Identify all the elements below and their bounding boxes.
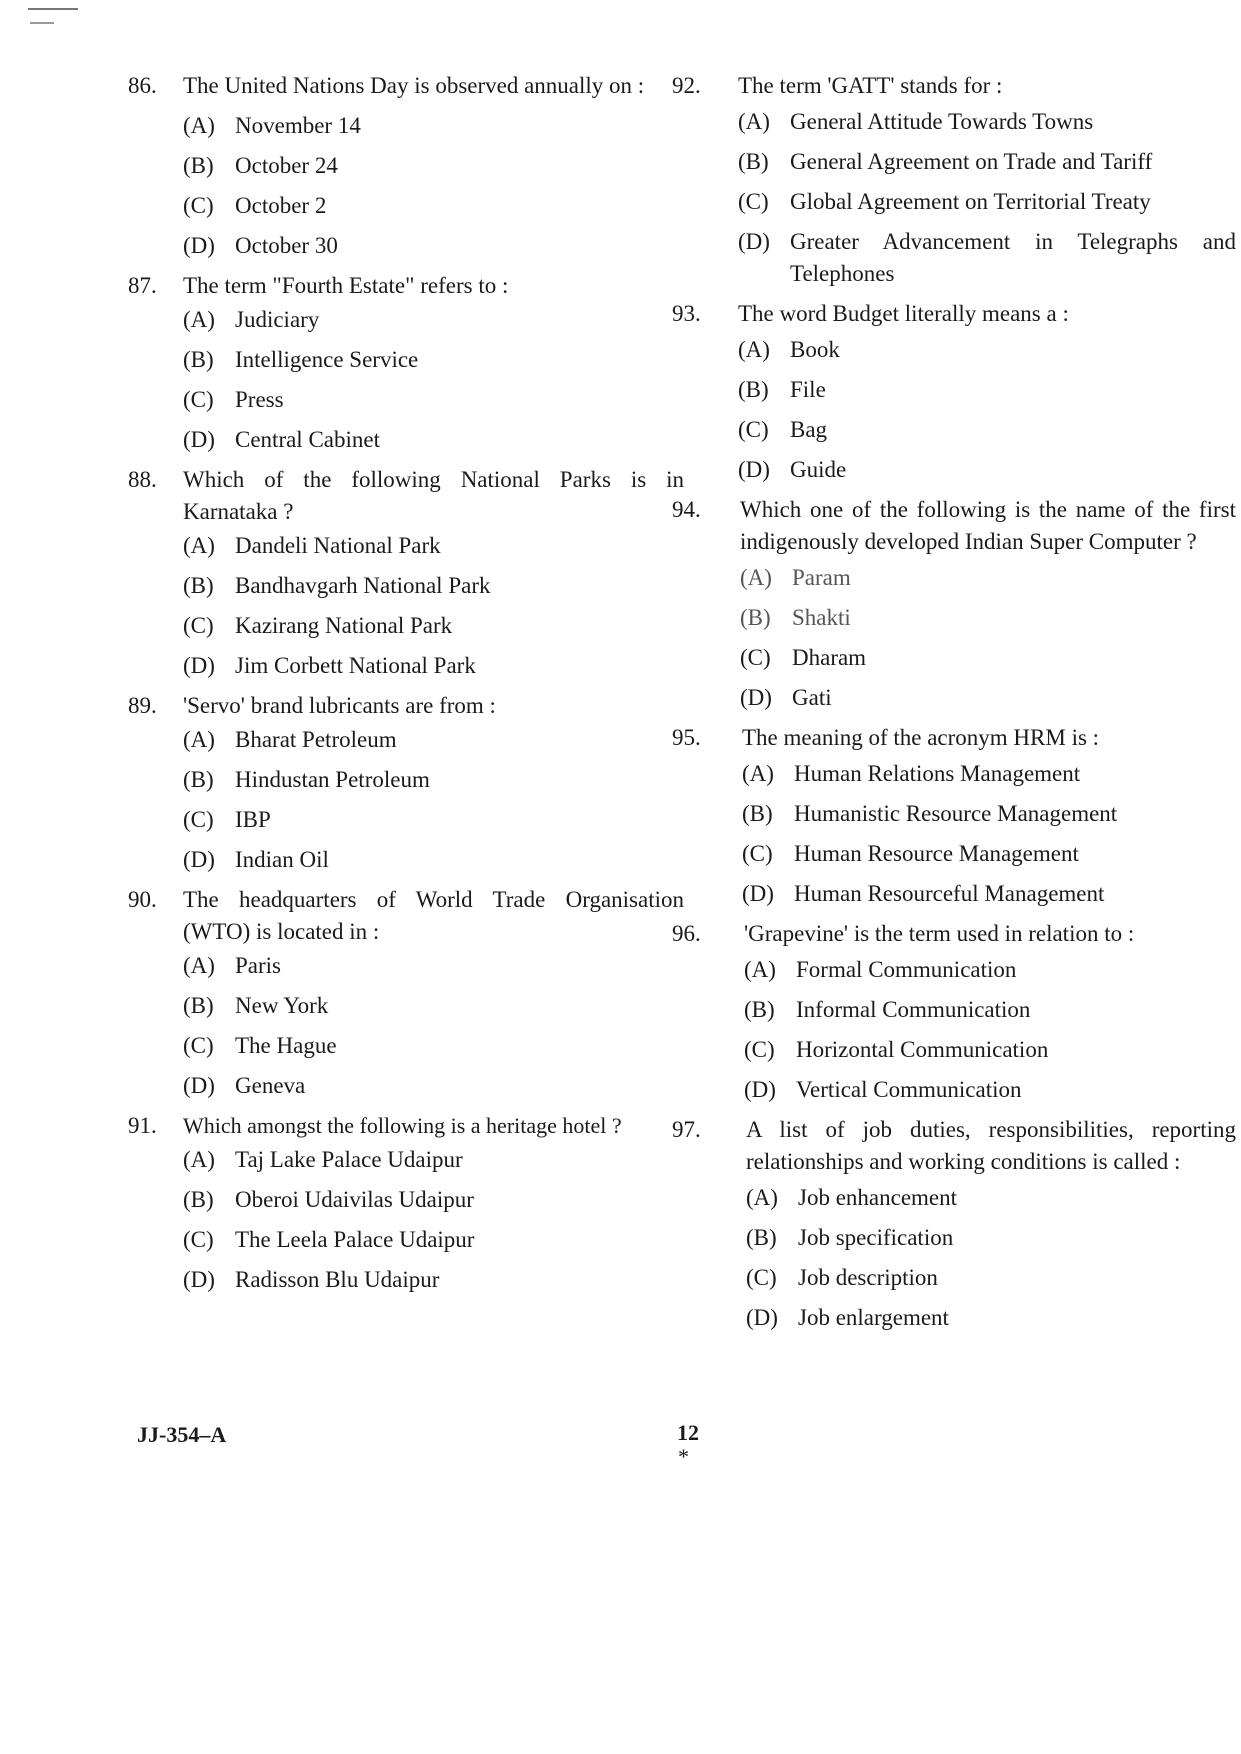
option-b [738, 374, 1236, 414]
question-95 [672, 722, 1236, 918]
option-label: (D) [183, 427, 215, 452]
option-label: (D) [183, 847, 215, 872]
option-b [183, 990, 684, 1030]
option-text: October 30 [235, 233, 338, 258]
option-label: (C) [183, 613, 214, 638]
option-text: Human Relations Management [794, 761, 1081, 786]
option-label: (A) [183, 953, 215, 978]
option-a [746, 1182, 1236, 1222]
option-text: November 14 [235, 113, 361, 138]
option-a [744, 954, 1236, 994]
option-list [183, 950, 684, 1110]
question-88 [128, 464, 684, 690]
option-label: (C) [183, 807, 214, 832]
question-text: The term "Fourth Estate" refers to : [183, 273, 509, 298]
question-number: 86. [128, 73, 157, 98]
scan-artifact-line [28, 8, 78, 10]
option-c [183, 804, 684, 844]
option-label: (A) [742, 761, 774, 786]
option-b [744, 994, 1236, 1034]
option-text: Global Agreement on Territorial Treaty [790, 189, 1151, 214]
option-label: (D) [740, 685, 772, 710]
option-label: (C) [746, 1265, 777, 1290]
question-93 [672, 298, 1236, 494]
question-number: 90. [128, 887, 157, 912]
option-list [183, 304, 684, 464]
option-c [183, 1224, 684, 1264]
option-d [183, 1070, 684, 1110]
question-96 [672, 918, 1236, 1114]
option-a [183, 950, 684, 990]
option-list [738, 334, 1236, 494]
option-text: Indian Oil [235, 847, 329, 872]
option-d [740, 682, 1236, 722]
option-d [183, 844, 684, 884]
option-label: (D) [183, 653, 215, 678]
option-c [183, 384, 684, 424]
option-label: (B) [738, 149, 769, 174]
option-text: The Leela Palace Udaipur [235, 1227, 475, 1252]
question-text: Which of the following National Parks is in Karnataka ? [183, 467, 684, 524]
option-label: (B) [738, 377, 769, 402]
option-a [740, 562, 1236, 602]
option-b [746, 1222, 1236, 1262]
option-label: (C) [740, 645, 771, 670]
option-label: (C) [183, 1227, 214, 1252]
option-list [738, 106, 1236, 298]
question-87 [128, 270, 684, 464]
question-number: 88. [128, 467, 157, 492]
option-list [183, 1144, 684, 1304]
option-text: File [790, 377, 826, 402]
question-text: 'Grapevine' is the term used in relation to : [744, 921, 1135, 946]
option-text: Paris [235, 953, 281, 978]
option-a [742, 758, 1236, 798]
option-list [742, 758, 1236, 918]
option-b [740, 602, 1236, 642]
question-text: 'Servo' brand lubricants are from : [183, 693, 496, 718]
option-label: (A) [183, 113, 215, 138]
option-label: (C) [738, 189, 769, 214]
option-label: (B) [183, 573, 214, 598]
option-label: (B) [746, 1225, 777, 1250]
option-text: General Agreement on Trade and Tariff [790, 149, 1153, 174]
question-text: The word Budget literally means a : [738, 301, 1069, 326]
question-number: 96. [672, 921, 701, 946]
question-92 [672, 70, 1236, 298]
option-b [742, 798, 1236, 838]
booklet-code: JJ-354–A [137, 1422, 227, 1447]
question-number: 91. [128, 1113, 157, 1138]
option-text: IBP [235, 807, 271, 832]
option-label: (C) [183, 193, 214, 218]
option-a [183, 530, 684, 570]
question-91 [128, 1110, 684, 1304]
option-text: Central Cabinet [235, 427, 380, 452]
option-label: (A) [183, 727, 215, 752]
option-label: (A) [740, 565, 772, 590]
option-text: Press [235, 387, 284, 412]
option-text: Human Resource Management [794, 841, 1079, 866]
question-text: The United Nations Day is observed annually on : [183, 73, 645, 98]
option-label: (C) [183, 387, 214, 412]
scan-artifact-line [30, 22, 54, 24]
option-text: Geneva [235, 1073, 306, 1098]
option-text: Bharat Petroleum [235, 727, 397, 752]
option-d [183, 424, 684, 464]
option-label: (B) [183, 153, 214, 178]
option-c [742, 838, 1236, 878]
option-text: New York [235, 993, 329, 1018]
option-label: (A) [746, 1185, 778, 1210]
option-list [744, 954, 1236, 1114]
option-text: Job enlargement [798, 1305, 949, 1330]
option-text: Dharam [792, 645, 867, 670]
option-label: (B) [744, 997, 775, 1022]
option-text: Dandeli National Park [235, 533, 441, 558]
option-d [738, 226, 1236, 298]
option-text: Bandhavgarh National Park [235, 573, 491, 598]
option-list [740, 562, 1236, 722]
option-text: October 2 [235, 193, 327, 218]
option-text: Horizontal Communication [796, 1037, 1049, 1062]
option-label: (D) [183, 233, 215, 258]
option-c [740, 642, 1236, 682]
option-label: (A) [744, 957, 776, 982]
option-text: Shakti [792, 605, 851, 630]
question-number: 94. [672, 497, 701, 522]
left-column [128, 68, 684, 1304]
option-label: (D) [738, 229, 770, 254]
option-list [183, 724, 684, 884]
option-label: (C) [744, 1037, 775, 1062]
option-text: Human Resourceful Management [794, 881, 1105, 906]
option-a [183, 110, 684, 150]
option-label: (A) [183, 533, 215, 558]
option-d [744, 1074, 1236, 1114]
option-text: Greater Advancement in Telegraphs and Telephones [790, 229, 1236, 286]
option-text: Vertical Communication [796, 1077, 1022, 1102]
question-number: 93. [672, 301, 701, 326]
question-90 [128, 884, 684, 1110]
option-text: October 24 [235, 153, 338, 178]
option-text: Hindustan Petroleum [235, 767, 430, 792]
option-b [183, 570, 684, 610]
question-text: A list of job duties, responsibilities, reporting relationships and working conditions is called : [746, 1117, 1236, 1174]
question-text: The headquarters of World Trade Organisation (WTO) is located in : [183, 887, 684, 944]
option-d [183, 230, 684, 270]
question-94 [672, 494, 1236, 722]
option-text: Judiciary [235, 307, 320, 332]
option-text: Jim Corbett National Park [235, 653, 476, 678]
option-text: Param [792, 565, 851, 590]
question-number: 95. [672, 725, 701, 750]
question-number: 97. [672, 1117, 701, 1142]
option-b [183, 1184, 684, 1224]
right-column [672, 70, 1236, 1342]
option-text: Kazirang National Park [235, 613, 453, 638]
option-label: (B) [183, 993, 214, 1018]
option-a [738, 334, 1236, 374]
option-label: (B) [742, 801, 773, 826]
option-label: (C) [183, 1033, 214, 1058]
question-number: 87. [128, 273, 157, 298]
option-a [183, 304, 684, 344]
question-text: The meaning of the acronym HRM is : [742, 725, 1100, 750]
option-text: Formal Communication [796, 957, 1017, 982]
option-d [738, 454, 1236, 494]
option-d [742, 878, 1236, 918]
option-c [738, 186, 1236, 226]
option-text: Job enhancement [798, 1185, 958, 1210]
option-list [746, 1182, 1236, 1342]
option-text: Humanistic Resource Management [794, 801, 1118, 826]
option-label: (A) [738, 109, 770, 134]
option-label: (A) [183, 1147, 215, 1172]
question-89 [128, 690, 684, 884]
option-d [183, 1264, 684, 1304]
question-text: The term 'GATT' stands for : [738, 73, 1003, 98]
option-text: The Hague [235, 1033, 337, 1058]
option-b [183, 344, 684, 384]
page-number: 12 [677, 1420, 699, 1445]
option-c [738, 414, 1236, 454]
option-c [183, 190, 684, 230]
question-86 [128, 70, 684, 270]
option-text: Oberoi Udaivilas Udaipur [235, 1187, 474, 1212]
option-a [183, 1144, 684, 1184]
option-b [183, 764, 684, 804]
option-label: (C) [738, 417, 769, 442]
option-text: Taj Lake Palace Udaipur [235, 1147, 463, 1172]
option-text: Bag [790, 417, 828, 442]
option-label: (A) [738, 337, 770, 362]
option-b [738, 146, 1236, 186]
question-number: 89. [128, 693, 157, 718]
option-text: Intelligence Service [235, 347, 419, 372]
option-label: (D) [742, 881, 774, 906]
option-text: Job specification [798, 1225, 954, 1250]
option-c [744, 1034, 1236, 1074]
option-b [183, 150, 684, 190]
option-list [183, 530, 684, 690]
option-label: (B) [183, 767, 214, 792]
option-label: (D) [738, 457, 770, 482]
option-c [746, 1262, 1236, 1302]
option-text: Gati [792, 685, 832, 710]
option-text: Job description [798, 1265, 938, 1290]
option-label: (D) [746, 1305, 778, 1330]
option-label: (B) [183, 1187, 214, 1212]
question-text: Which amongst the following is a heritage hotel ? [183, 1113, 622, 1138]
option-c [183, 610, 684, 650]
option-text: Guide [790, 457, 847, 482]
question-number: 92. [672, 73, 701, 98]
option-a [738, 106, 1236, 146]
option-text: Radisson Blu Udaipur [235, 1267, 440, 1292]
option-label: (B) [740, 605, 771, 630]
option-label: (D) [744, 1077, 776, 1102]
footer-star-mark: * [678, 1444, 689, 1469]
option-text: Book [790, 337, 840, 362]
option-d [746, 1302, 1236, 1342]
option-d [183, 650, 684, 690]
option-label: (D) [183, 1267, 215, 1292]
option-label: (D) [183, 1073, 215, 1098]
option-a [183, 724, 684, 764]
option-text: General Attitude Towards Towns [790, 109, 1094, 134]
option-list [183, 110, 684, 270]
option-label: (A) [183, 307, 215, 332]
option-c [183, 1030, 684, 1070]
question-text: Which one of the following is the name of the first indigenously developed Indian Super Computer ? [740, 497, 1236, 554]
question-97 [672, 1114, 1236, 1342]
option-label: (C) [742, 841, 773, 866]
option-label: (B) [183, 347, 214, 372]
option-text: Informal Communication [796, 997, 1031, 1022]
